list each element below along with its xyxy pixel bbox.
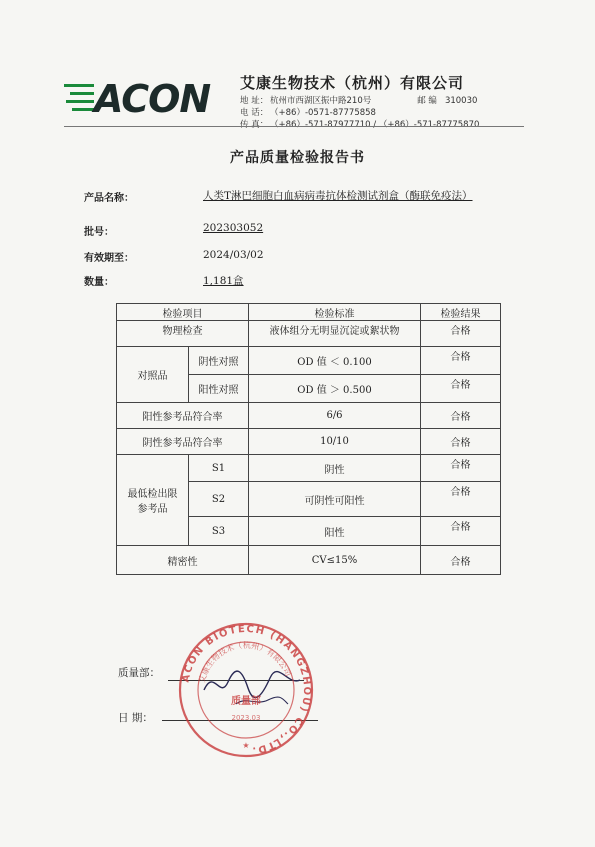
- pos-ref-result: 合格: [421, 403, 501, 429]
- neg-ref-standard: 10/10: [249, 429, 421, 455]
- header-standard: 检验标准: [249, 304, 421, 321]
- product-name-label: 产品名称：: [84, 193, 134, 204]
- s2-label: S2: [189, 482, 249, 517]
- seal-center-text: 质量部: [231, 696, 261, 707]
- table-row: [117, 347, 501, 375]
- quantity-label: 数量：: [84, 277, 114, 288]
- precision-item: 精密性: [117, 546, 249, 575]
- s2-result: 合格: [421, 482, 501, 517]
- postcode-label: 邮 编: [417, 96, 437, 106]
- header-divider: [64, 126, 524, 127]
- company-block: [240, 72, 479, 131]
- neg-control-label: 阴性对照: [189, 347, 249, 375]
- quantity-value: 1,181盒: [203, 275, 244, 287]
- fax-row: [240, 119, 479, 131]
- physical-item: 物理检查: [117, 321, 249, 347]
- s2-standard: 可阴性可阳性: [249, 482, 421, 517]
- fax-value: （+86）-571-87977710 / （+86）-571-87775870: [270, 120, 480, 130]
- product-name-value: 人类T淋巴细胞白血病病毒抗体检测试剂盒（酶联免疫法）: [203, 190, 473, 202]
- phone-label: 电 话：: [240, 108, 269, 118]
- s3-standard: 阳性: [249, 517, 421, 546]
- seal-inner-text: 艾康生物技术（杭州）有限公司: [197, 640, 293, 684]
- pos-control-label: 阳性对照: [189, 375, 249, 403]
- precision-result: 合格: [421, 546, 501, 575]
- company-name: 艾康生物技术（杭州）有限公司: [240, 74, 465, 92]
- control-group-label: 对照品: [117, 347, 189, 403]
- neg-ref-result: 合格: [421, 429, 501, 455]
- fax-label: 传 真：: [240, 120, 269, 130]
- phone-row: [240, 107, 479, 119]
- s3-label: S3: [189, 517, 249, 546]
- table-header-row: [117, 304, 501, 321]
- lod-group-line1: 最低检出限: [127, 489, 178, 500]
- table-row: [117, 321, 501, 347]
- lod-group-line2: 参考品: [137, 504, 168, 515]
- neg-control-result: 合格: [421, 347, 501, 375]
- expiry-label: 有效期至：: [84, 253, 134, 264]
- pos-ref-standard: 6/6: [249, 403, 421, 429]
- postcode-value: 310030: [444, 96, 478, 106]
- table-row: [117, 546, 501, 575]
- s1-standard: 阴性: [249, 455, 421, 482]
- seal-star-icon: ★: [242, 741, 250, 750]
- batch-label: 批号：: [84, 227, 114, 238]
- pos-control-result: 合格: [421, 375, 501, 403]
- neg-control-standard: OD 值 ＜ 0.100: [249, 347, 421, 375]
- qa-label: 质量部：: [118, 667, 160, 679]
- s3-result: 合格: [421, 517, 501, 546]
- address-label: 地 址：: [240, 96, 269, 106]
- table-row: [117, 455, 501, 482]
- precision-standard: CV≤15%: [249, 546, 421, 575]
- acon-logo: [64, 78, 224, 120]
- physical-result: 合格: [421, 321, 501, 347]
- seal-date-text: 2023.03: [231, 714, 261, 722]
- expiry-value: 2024/03/02: [203, 249, 264, 261]
- table-row: [117, 403, 501, 429]
- physical-standard: 液体组分无明显沉淀或絮状物: [249, 321, 421, 347]
- inspection-table: [116, 303, 501, 575]
- lod-group-label: [117, 455, 189, 546]
- pos-ref-item: 阳性参考品符合率: [117, 403, 249, 429]
- neg-ref-item: 阴性参考品符合率: [117, 429, 249, 455]
- document-title: 产品质量检验报告书: [230, 150, 365, 166]
- company-seal: [176, 620, 316, 760]
- header-item: 检验项目: [117, 304, 249, 321]
- logo-text: ACON: [94, 78, 211, 120]
- s1-result: 合格: [421, 455, 501, 482]
- pos-control-standard: OD 值 ＞ 0.500: [249, 375, 421, 403]
- s1-label: S1: [189, 455, 249, 482]
- address-value: 杭州市西湖区振中路210号: [270, 96, 372, 106]
- address-row: [240, 95, 479, 107]
- phone-value: （+86）-0571-87775858: [270, 108, 376, 118]
- date-label: 日 期：: [118, 712, 153, 724]
- batch-value: 202303052: [203, 222, 264, 234]
- header-result: 检验结果: [421, 304, 501, 321]
- table-row: [117, 429, 501, 455]
- seal-outer-text: ACON BIOTECH (HANGZHOU) CO.,LTD.: [180, 623, 313, 756]
